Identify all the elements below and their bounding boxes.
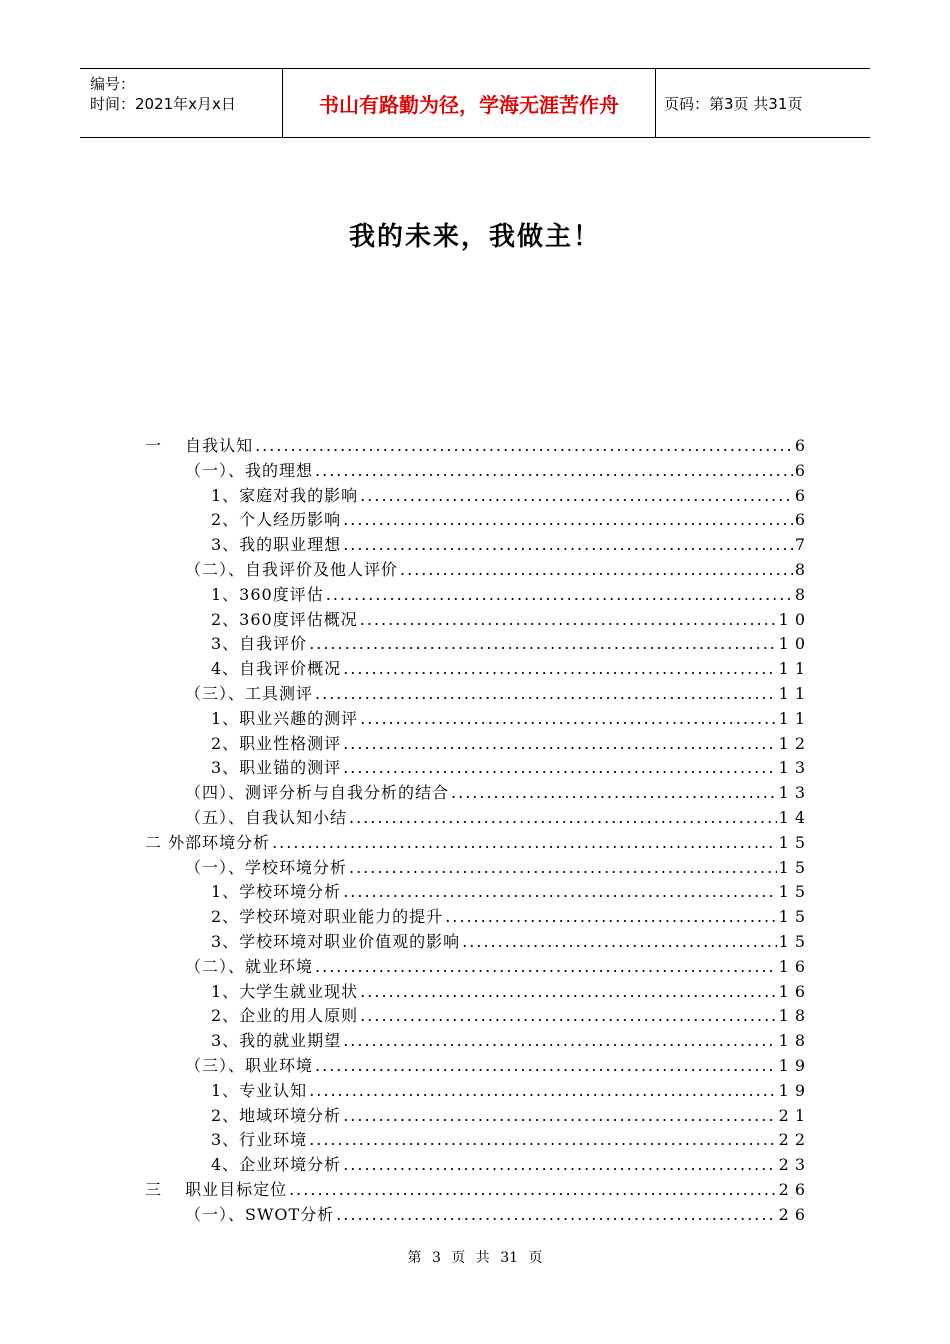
toc-entry[interactable] — [145, 1104, 811, 1129]
header-motto: 书山有路勤为径，学海无涯苦作舟 — [283, 69, 656, 137]
toc-entry[interactable] — [145, 657, 811, 682]
header-page-info: 页码：第3页 共31页 — [664, 94, 803, 113]
toc-dot-leader — [315, 1054, 777, 1079]
toc-entry-page: 21 — [778, 1105, 811, 1125]
toc-entry-page: 16 — [778, 981, 811, 1001]
toc-entry-page: 15 — [778, 857, 811, 877]
toc-entry-label: 2、地域环境分析 — [211, 1105, 342, 1125]
toc-entry-page: 6 — [794, 510, 811, 530]
toc-dot-leader — [315, 682, 777, 707]
toc-entry-page: 10 — [778, 609, 811, 629]
toc-entry[interactable] — [145, 756, 811, 781]
toc-dot-leader — [315, 955, 777, 980]
toc-entry-label: 1、专业认知 — [211, 1080, 308, 1100]
toc-entry-page: 26 — [778, 1179, 811, 1199]
toc-dot-leader — [343, 1104, 776, 1129]
toc-entry-label: 2、企业的用人原则 — [211, 1006, 359, 1026]
header-meta — [80, 69, 283, 137]
page-header — [80, 68, 870, 138]
toc-entry-label: 1、家庭对我的影响 — [211, 485, 359, 505]
toc-entry-page: 6 — [794, 485, 811, 505]
toc-entry-label: 三 职业目标定位 — [145, 1179, 288, 1199]
toc-entry-page: 7 — [794, 535, 811, 555]
toc-entry[interactable] — [145, 955, 811, 980]
toc-entry-page: 15 — [778, 832, 811, 852]
toc-entry-page: 22 — [778, 1130, 811, 1150]
toc-dot-leader — [255, 434, 793, 459]
toc-dot-leader — [343, 1029, 776, 1054]
toc-entry-label: 1、360度评估 — [211, 584, 324, 604]
toc-entry-page: 15 — [778, 907, 811, 927]
toc-dot-leader — [309, 1079, 776, 1104]
toc-dot-leader — [315, 459, 793, 484]
toc-entry-label: 3、行业环境 — [211, 1130, 308, 1150]
toc-entry-page: 19 — [778, 1055, 811, 1075]
toc-entry-page: 23 — [778, 1155, 811, 1175]
toc-entry[interactable] — [145, 1029, 811, 1054]
toc-entry-label: 3、自我评价 — [211, 634, 308, 654]
toc-entry[interactable] — [145, 1178, 811, 1203]
toc-entry-page: 6 — [794, 436, 811, 455]
toc-entry-label: 2、职业性格测评 — [211, 733, 342, 753]
toc-entry-page: 26 — [778, 1204, 811, 1224]
toc-entry-page: 11 — [778, 683, 811, 703]
toc-entry[interactable] — [145, 707, 811, 732]
toc-entry[interactable] — [145, 533, 811, 558]
toc-entry-label: （四）、测评分析与自我分析的结合 — [185, 783, 450, 803]
toc-entry[interactable] — [145, 831, 811, 856]
toc-entry-page: 11 — [778, 708, 811, 728]
toc-entry[interactable] — [145, 732, 811, 757]
toc-dot-leader — [343, 508, 793, 533]
toc-entry-label: （二）、自我评价及他人评价 — [185, 559, 399, 579]
toc-entry[interactable] — [145, 930, 811, 955]
toc-entry-page: 8 — [794, 559, 811, 579]
toc-dot-leader — [343, 657, 776, 682]
toc-entry-label: （二）、就业环境 — [185, 956, 314, 976]
toc-entry-page: 12 — [778, 733, 811, 753]
toc-dot-leader — [360, 608, 777, 633]
toc-entry-label: 2、个人经历影响 — [211, 510, 342, 530]
toc-dot-leader — [343, 533, 793, 558]
toc-entry-label: 1、大学生就业现状 — [211, 981, 359, 1001]
toc-entry[interactable] — [145, 1079, 811, 1104]
toc-entry[interactable] — [145, 608, 811, 633]
toc-entry-page: 18 — [778, 1006, 811, 1026]
toc-dot-leader — [343, 732, 776, 757]
toc-entry-page: 11 — [778, 659, 811, 679]
toc-entry[interactable] — [145, 1054, 811, 1079]
toc-entry-label: 一 自我认知 — [145, 436, 254, 455]
toc-entry-label: 3、职业锚的测评 — [211, 758, 342, 778]
toc-dot-leader — [360, 707, 776, 732]
toc-entry[interactable] — [145, 980, 811, 1005]
toc-entry[interactable] — [145, 1004, 811, 1029]
toc-entry-page: 16 — [778, 956, 811, 976]
toc-dot-leader — [360, 484, 793, 509]
toc-dot-leader — [309, 1128, 776, 1153]
toc-entry-label: （一）、学校环境分析 — [185, 857, 348, 877]
toc-entry-page: 10 — [778, 634, 811, 654]
toc-entry[interactable] — [145, 880, 811, 905]
toc-entry-page: 6 — [794, 460, 811, 480]
toc-dot-leader — [343, 880, 776, 905]
header-number-label: 编号： — [90, 75, 136, 93]
toc-dot-leader — [462, 930, 776, 955]
toc-entry[interactable] — [145, 1128, 811, 1153]
toc-entry-label: 4、自我评价概况 — [211, 659, 342, 679]
toc-entry[interactable] — [145, 1153, 811, 1178]
toc-dot-leader — [309, 632, 776, 657]
toc-entry-page: 15 — [778, 882, 811, 902]
toc-dot-leader — [445, 905, 776, 930]
toc-entry[interactable] — [145, 806, 811, 831]
toc-entry-label: 4、企业环境分析 — [211, 1155, 342, 1175]
toc-entry[interactable] — [145, 856, 811, 881]
toc-dot-leader — [343, 756, 776, 781]
toc-entry-label: （五）、自我认知小结 — [185, 807, 348, 827]
toc-entry[interactable] — [145, 558, 811, 583]
toc-entry[interactable] — [145, 781, 811, 806]
toc-entry-page: 14 — [778, 807, 811, 827]
toc-entry-page: 13 — [778, 758, 811, 778]
toc-entry-page: 19 — [778, 1080, 811, 1100]
toc-entry[interactable] — [145, 905, 811, 930]
toc-entry[interactable] — [145, 682, 811, 707]
toc-entry-label: （三）、职业环境 — [185, 1055, 314, 1075]
toc-entry-label: （三）、工具测评 — [185, 683, 314, 703]
toc-entry[interactable] — [145, 632, 811, 657]
toc-entry-label: 3、我的就业期望 — [211, 1031, 342, 1051]
toc-entry-label: 二 外部环境分析 — [145, 832, 271, 852]
toc-dot-leader — [360, 980, 776, 1005]
toc-entry-label: 2、360度评估概况 — [211, 609, 358, 629]
toc-entry-label: （一）、SWOT分析 — [185, 1204, 335, 1224]
toc-entry-label: （一）、我的理想 — [185, 460, 314, 480]
toc-entry[interactable] — [145, 484, 811, 509]
toc-dot-leader — [349, 856, 777, 881]
toc-entry-label: 3、学校环境对职业价值观的影响 — [211, 931, 461, 951]
toc-entry[interactable] — [145, 1203, 811, 1228]
toc-dot-leader — [272, 831, 777, 856]
toc-entry-label: 1、职业兴趣的测评 — [211, 708, 359, 728]
toc-entry-label: 2、学校环境对职业能力的提升 — [211, 907, 444, 927]
toc-entry-page: 8 — [794, 584, 811, 604]
toc-dot-leader — [349, 806, 777, 831]
toc-entry[interactable] — [145, 583, 811, 608]
toc-dot-leader — [400, 558, 793, 583]
toc-entry[interactable] — [145, 434, 811, 459]
toc-entry-page: 18 — [778, 1031, 811, 1051]
toc-dot-leader — [360, 1004, 776, 1029]
toc-dot-leader — [326, 583, 793, 608]
document-title: 我的未来，我做主！ — [348, 222, 601, 252]
header-time-label: 时间：2021年x月x日 — [90, 95, 236, 113]
toc-entry-page: 15 — [778, 931, 811, 951]
toc-entry-page: 13 — [778, 783, 811, 803]
table-of-contents — [145, 434, 811, 1228]
toc-dot-leader — [343, 1153, 776, 1178]
toc-entry-label: 1、学校环境分析 — [211, 882, 342, 902]
toc-dot-leader — [336, 1203, 776, 1228]
toc-entry[interactable] — [145, 459, 811, 484]
page-footer: 第 3 页 共 31 页 — [407, 1250, 543, 1266]
toc-dot-leader — [451, 781, 777, 806]
toc-entry-label: 3、我的职业理想 — [211, 535, 342, 555]
toc-entry[interactable] — [145, 508, 811, 533]
toc-dot-leader — [289, 1178, 777, 1203]
